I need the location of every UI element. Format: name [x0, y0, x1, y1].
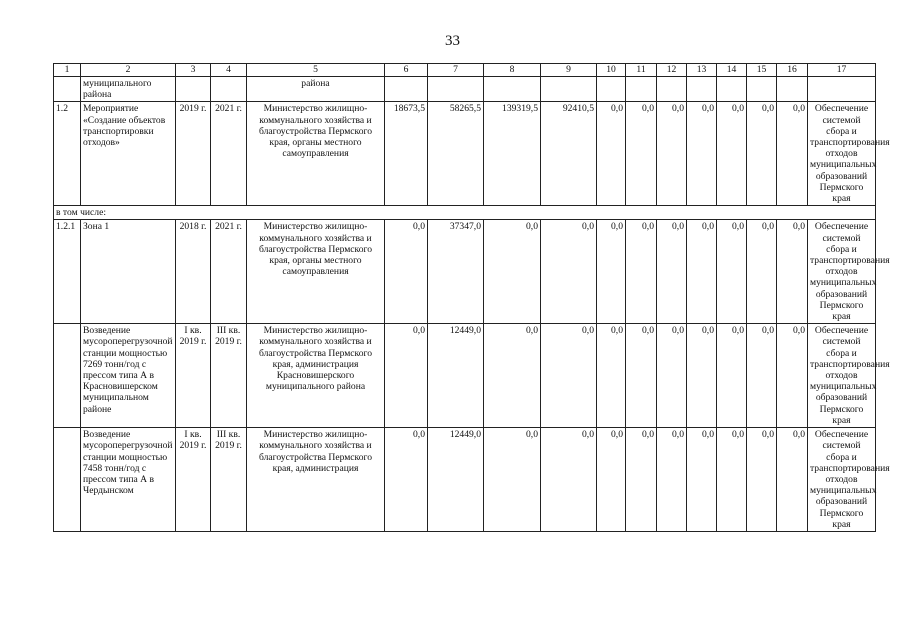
cell-start: [176, 77, 211, 102]
cell-executor: района: [247, 77, 385, 102]
cell-end: III кв. 2019 г.: [211, 324, 247, 428]
cell-value-13: [687, 77, 717, 102]
cell-value-9: 0,0: [541, 324, 597, 428]
header-cell: 4: [211, 64, 247, 77]
header-row: [54, 64, 876, 77]
cell-value-16: 0,0: [777, 220, 808, 324]
cell-start: 2018 г.: [176, 220, 211, 324]
header-cell: 10: [597, 64, 626, 77]
cell-value-14: 0,0: [717, 324, 747, 428]
header-cell: 1: [54, 64, 81, 77]
cell-value-8: 139319,5: [484, 102, 541, 206]
table-row: [54, 77, 876, 102]
cell-start: I кв. 2019 г.: [176, 324, 211, 428]
cell-value-10: [597, 77, 626, 102]
cell-executor: Министерство жилищно-коммунального хозяйства и благоустройства Пермского края, органы местного самоуправления: [247, 220, 385, 324]
cell-value-15: [747, 77, 777, 102]
cell-value-13: 0,0: [687, 102, 717, 206]
cell-value-16: [777, 77, 808, 102]
cell-value-9: 0,0: [541, 428, 597, 532]
header-cell: 2: [81, 64, 176, 77]
cell-value-14: [717, 77, 747, 102]
table-row: [54, 428, 876, 532]
cell-value-11: 0,0: [626, 102, 657, 206]
cell-executor: Министерство жилищно-коммунального хозяйства и благоустройства Пермского края, администрация Красновишерского муниципального района: [247, 324, 385, 428]
header-cell: 14: [717, 64, 747, 77]
cell-value-10: 0,0: [597, 102, 626, 206]
cell-num: [54, 77, 81, 102]
cell-num: [54, 324, 81, 428]
header-cell: 5: [247, 64, 385, 77]
cell-value-6: 0,0: [385, 428, 428, 532]
header-cell: 15: [747, 64, 777, 77]
cell-result: Обеспечение системой сбора и транспортирования отходов муниципальных образований Пермского края: [808, 428, 876, 532]
cell-value-8: [484, 77, 541, 102]
table-row: [54, 206, 876, 220]
cell-value-7: 37347,0: [428, 220, 484, 324]
table-row: [54, 324, 876, 428]
table-row: [54, 102, 876, 206]
cell-num: 1.2.1: [54, 220, 81, 324]
cell-value-6: 0,0: [385, 220, 428, 324]
cell-value-12: 0,0: [657, 428, 687, 532]
cell-value-6: [385, 77, 428, 102]
cell-value-11: [626, 77, 657, 102]
cell-name: Зона 1: [81, 220, 176, 324]
cell-value-7: [428, 77, 484, 102]
table-row: [54, 220, 876, 324]
cell-executor: Министерство жилищно-коммунального хозяйства и благоустройства Пермского края, органы местного самоуправления: [247, 102, 385, 206]
cell-result: Обеспечение системой сбора и транспортирования отходов муниципальных образований Пермского края: [808, 324, 876, 428]
cell-end: III кв. 2019 г.: [211, 428, 247, 532]
cell-value-15: 0,0: [747, 428, 777, 532]
cell-end: 2021 г.: [211, 220, 247, 324]
header-cell: 6: [385, 64, 428, 77]
program-table: [53, 63, 890, 532]
cell-end: [211, 77, 247, 102]
cell-result: [808, 77, 876, 102]
cell-value-15: 0,0: [747, 102, 777, 206]
cell-value-7: 58265,5: [428, 102, 484, 206]
cell-value-16: 0,0: [777, 102, 808, 206]
cell-value-9: [541, 77, 597, 102]
cell-value-12: [657, 77, 687, 102]
cell-value-11: 0,0: [626, 324, 657, 428]
cell-name: муниципального района: [81, 77, 176, 102]
header-cell: 12: [657, 64, 687, 77]
header-cell: 3: [176, 64, 211, 77]
cell-value-10: 0,0: [597, 428, 626, 532]
cell-value-12: 0,0: [657, 220, 687, 324]
cell-value-14: 0,0: [717, 102, 747, 206]
cell-value-13: 0,0: [687, 428, 717, 532]
header-cell: 7: [428, 64, 484, 77]
cell-start: I кв. 2019 г.: [176, 428, 211, 532]
header-cell: 11: [626, 64, 657, 77]
cell-num: [54, 428, 81, 532]
cell-value-10: 0,0: [597, 220, 626, 324]
cell-value-16: 0,0: [777, 428, 808, 532]
cell-value-14: 0,0: [717, 428, 747, 532]
cell-value-15: 0,0: [747, 220, 777, 324]
cell-value-11: 0,0: [626, 220, 657, 324]
cell-executor: Министерство жилищно-коммунального хозяйства и благоустройства Пермского края, администрация: [247, 428, 385, 532]
cell-result: Обеспечение системой сбора и транспортирования отходов муниципальных образований Пермского края: [808, 102, 876, 206]
cell-value-9: 0,0: [541, 220, 597, 324]
cell-value-15: 0,0: [747, 324, 777, 428]
cell-name: Возведение мусороперегрузочной станции мощностью 7269 тонн/год с прессом типа А в Красновишерском муниципальном районе: [81, 324, 176, 428]
page-number: 33: [445, 33, 460, 49]
cell-result: Обеспечение системой сбора и транспортирования отходов муниципальных образований Пермского края: [808, 220, 876, 324]
cell-value-13: 0,0: [687, 220, 717, 324]
header-cell: 9: [541, 64, 597, 77]
cell-value-10: 0,0: [597, 324, 626, 428]
cell-value-16: 0,0: [777, 324, 808, 428]
header-cell: 17: [808, 64, 876, 77]
header-cell: 13: [687, 64, 717, 77]
cell-value-6: 18673,5: [385, 102, 428, 206]
cell-value-9: 92410,5: [541, 102, 597, 206]
cell-name: Возведение мусороперегрузочной станции мощностью 7458 тонн/год с прессом типа А в Чердынском: [81, 428, 176, 532]
cell-name: Мероприятие «Создание объектов транспортировки отходов»: [81, 102, 176, 206]
cell-value-12: 0,0: [657, 324, 687, 428]
header-cell: 8: [484, 64, 541, 77]
section-label: в том числе:: [54, 206, 876, 220]
cell-value-6: 0,0: [385, 324, 428, 428]
cell-value-7: 12449,0: [428, 428, 484, 532]
cell-value-11: 0,0: [626, 428, 657, 532]
cell-value-8: 0,0: [484, 324, 541, 428]
cell-value-14: 0,0: [717, 220, 747, 324]
cell-start: 2019 г.: [176, 102, 211, 206]
cell-value-7: 12449,0: [428, 324, 484, 428]
cell-value-12: 0,0: [657, 102, 687, 206]
cell-value-13: 0,0: [687, 324, 717, 428]
cell-num: 1.2: [54, 102, 81, 206]
cell-end: 2021 г.: [211, 102, 247, 206]
cell-value-8: 0,0: [484, 220, 541, 324]
header-cell: 16: [777, 64, 808, 77]
cell-value-8: 0,0: [484, 428, 541, 532]
